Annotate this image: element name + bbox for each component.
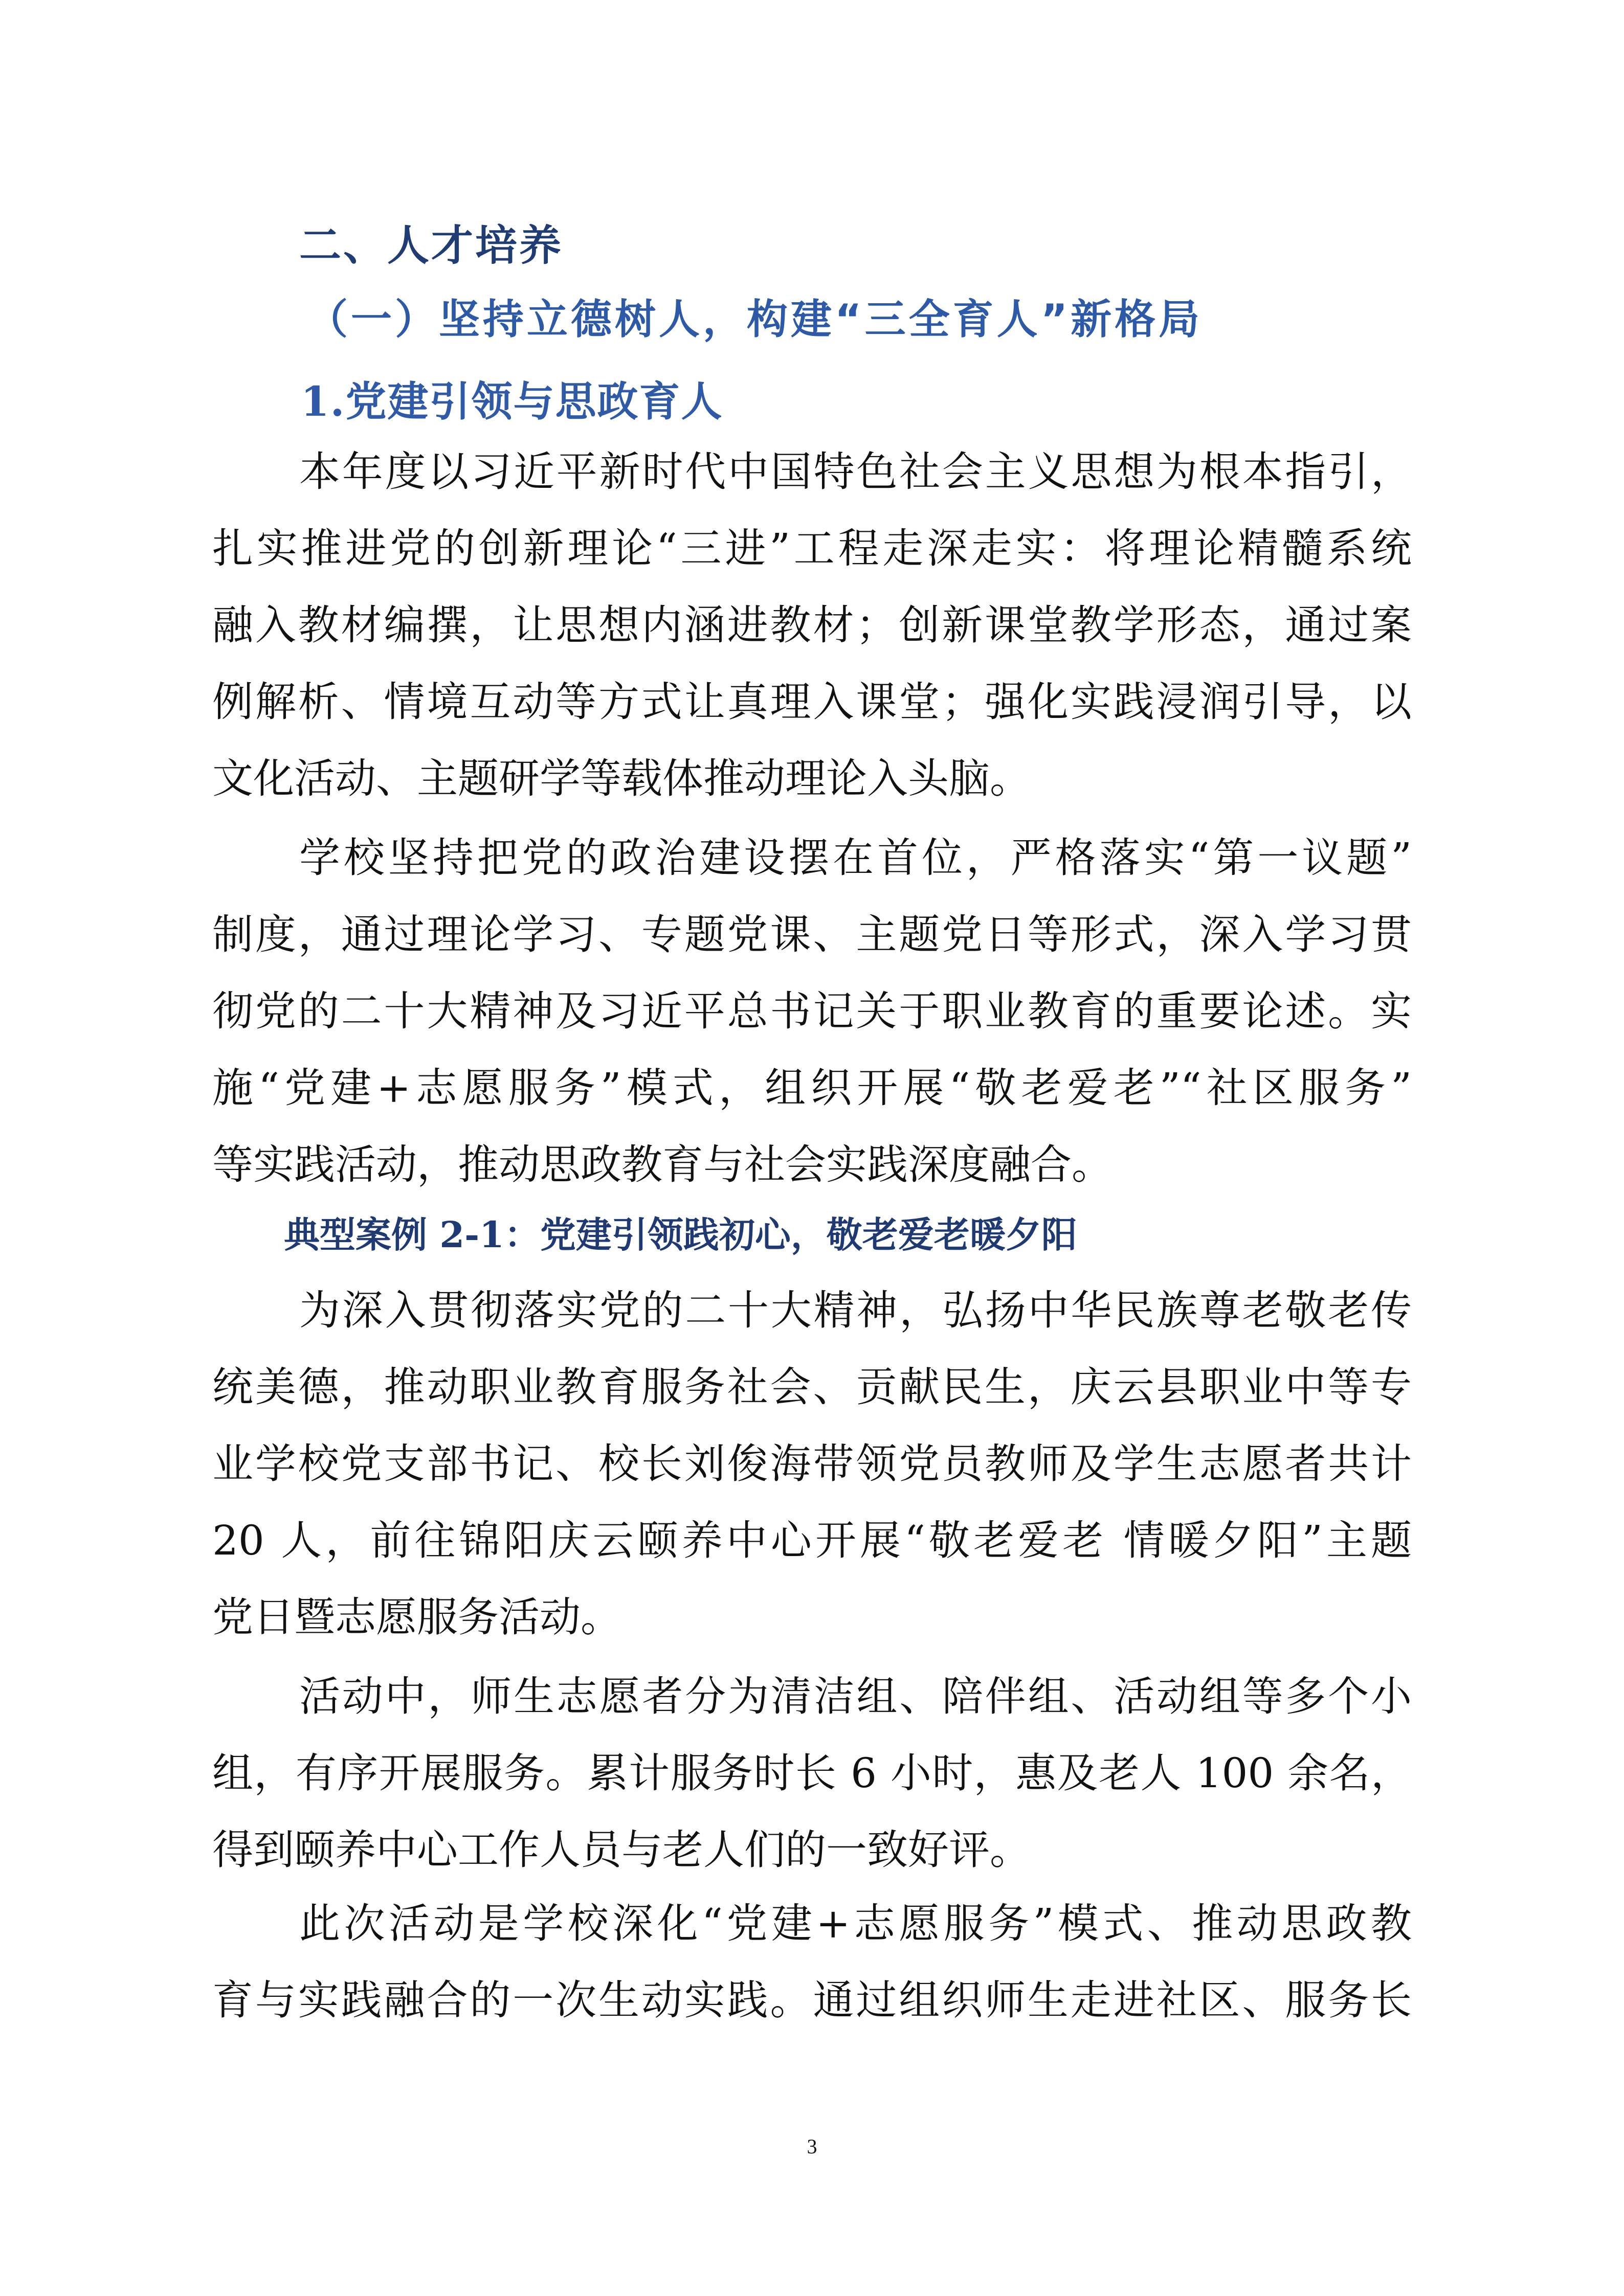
paragraph-line: 业学校党支部书记、校长刘俊海带领党员教师及学生志愿者共计 (212, 1440, 1412, 1488)
paragraph-line: 施“党建+志愿服务”模式，组织开展“敬老爱老”“社区服务” (212, 1064, 1412, 1112)
paragraph-line: 活动中，师生志愿者分为清洁组、陪伴组、活动组等多个小 (299, 1673, 1412, 1720)
paragraph-line: 彻党的二十大精神及习近平总书记关于职业教育的重要论述。实 (212, 987, 1412, 1035)
paragraph-line: 学校坚持把党的政治建设摆在首位，严格落实“第一议题” (299, 834, 1412, 882)
paragraph-line: 育与实践融合的一次生动实践。通过组织师生走进社区、服务长 (212, 1976, 1412, 2024)
paragraph-line: 融入教材编撰，让思想内涵进教材；创新课堂教学形态，通过案 (212, 601, 1412, 649)
paragraph-line: 制度，通过理论学习、专题党课、主题党日等形式，深入学习贯 (212, 911, 1412, 958)
section-heading: 二、人才培养 (299, 221, 564, 270)
subsection-heading: （一）坚持立德树人，构建“三全育人”新格局 (307, 296, 1203, 343)
paragraph-line: 文化活动、主题研学等载体推动理论入头脑。 (212, 755, 1031, 802)
paragraph-line: 本年度以习近平新时代中国特色社会主义思想为根本指引， (299, 448, 1412, 496)
paragraph-line: 党日暨志愿服务活动。 (212, 1593, 621, 1641)
subsubsection-heading: 1.党建引领与思政育人 (301, 377, 723, 425)
paragraph-line: 20 人，前往锦阳庆云颐养中心开展“敬老爱老 情暖夕阳”主题 (212, 1517, 1412, 1564)
paragraph-line: 等实践活动，推动思政教育与社会实践深度融合。 (212, 1141, 1113, 1188)
paragraph-line: 此次活动是学校深化“党建+志愿服务”模式、推动思政教 (299, 1900, 1412, 1947)
paragraph-line: 例解析、情境互动等方式让真理入课堂；强化实践浸润引导，以 (212, 678, 1412, 726)
page-number: 3 (807, 2135, 817, 2158)
case-title: 典型案例 2-1：党建引领践初心，敬老爱老暖夕阳 (284, 1213, 1077, 1256)
paragraph-line: 组，有序开展服务。累计服务时长 6 小时，惠及老人 100 余名， (212, 1749, 1412, 1797)
paragraph-line: 统美德，推动职业教育服务社会、贡献民生，庆云县职业中等专 (212, 1363, 1412, 1411)
paragraph-line: 为深入贯彻落实党的二十大精神，弘扬中华民族尊老敬老传 (299, 1287, 1412, 1334)
paragraph-line: 扎实推进党的创新理论“三进”工程走深走实：将理论精髓系统 (212, 525, 1412, 572)
paragraph-line: 得到颐养中心工作人员与老人们的一致好评。 (212, 1826, 1031, 1874)
